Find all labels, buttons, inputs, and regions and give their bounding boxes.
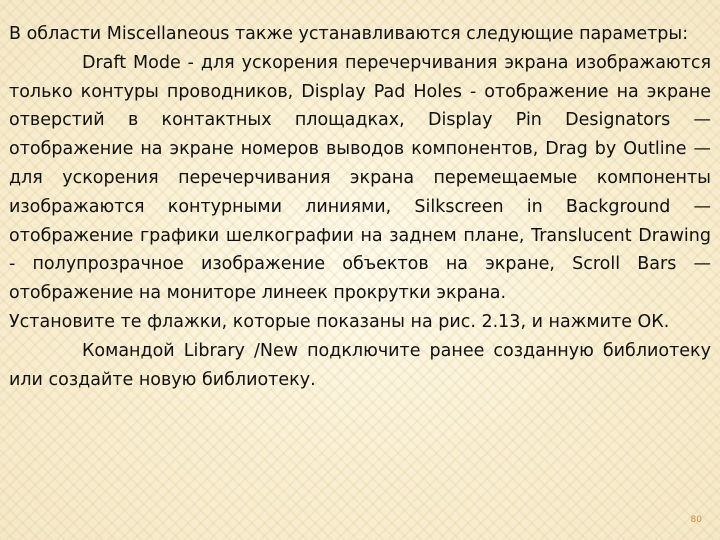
- slide-body: [9, 20, 711, 394]
- intro-paragraph: В области Miscellaneous также устанавливаются следующие параметры:: [9, 24, 689, 44]
- settings-description-paragraph: Draft Mode - для ускорения перечерчивания экрана изображаются только контуры проводников, Display Pad Holes - отображение на экране отверстий в контактных площадках, Display Pin Designators — отображение на экране номеров выводов компонентов, Drag by Outline — для ускорения перечерчивания экрана перемещаемые компоненты изображаются контурными линиями, Silkscreen in Background — отображение графики шелкографии на заднем плане, Translucent Drawing - полупрозрачное изображение объектов на экране, Scroll Bars — отображение на мониторе линеек прокрутки экрана.: [9, 52, 711, 304]
- page-number: 80: [690, 515, 702, 525]
- library-paragraph: Командой Library /New подключите ранее созданную библиотеку или создайте новую библиотеку.: [9, 340, 711, 390]
- instruction-paragraph: Установите те флажки, которые показаны на рис. 2.13, и нажмите ОК.: [9, 311, 670, 332]
